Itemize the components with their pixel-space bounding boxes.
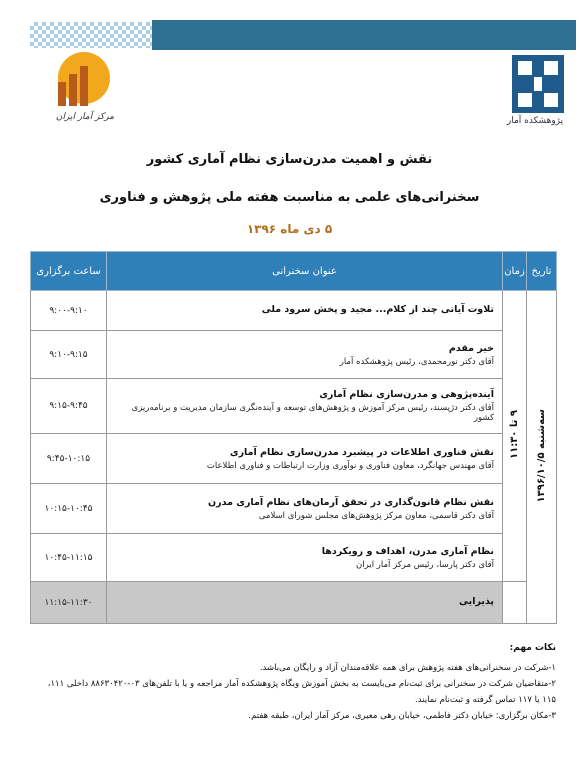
note-item: ۲-متقاضیان شرکت در سخنرانی برای ثبت‌نام می‌بایست به بخش آموزش وبگاه پژوهشکده آمار مراجعه و یا با تلفن‌های ۰۳-۸۸۶۳۰۴۲۰ داخلی ۱۱۱، ۱۱۵ یا ۱۱۷ تماس گرفته و ثبت‌نام نمایند. (47, 679, 556, 705)
talk-cell (107, 331, 503, 379)
talk-cell (107, 434, 503, 484)
talk-cell (107, 484, 503, 534)
col-header-time: زمان (503, 252, 527, 291)
schedule-table (30, 251, 557, 624)
header-band (152, 20, 576, 50)
talk-title: آینده‌پژوهی و مدرن‌سازی نظام آماری (319, 389, 494, 400)
table-header-row (31, 252, 557, 291)
notes-section (40, 640, 556, 724)
event-date: ۵ دی ماه ۱۳۹۶ (246, 222, 333, 236)
time-cell (503, 291, 527, 582)
logo-right-caption: پژوهشکده آمار (506, 116, 564, 126)
talk-cell (107, 534, 503, 582)
table-row (31, 484, 557, 534)
talk-cell (107, 582, 503, 624)
talk-title: نظام آماری مدرن، اهداف و رویکردها (321, 545, 494, 557)
hour-cell: ۹:۴۵-۱۰:۱۵ (31, 434, 107, 484)
hour-cell: ۹:۰۰-۹:۱۰ (31, 291, 107, 331)
time-value: ۹ تا ۱۱:۳۰ (509, 409, 520, 459)
time-empty-cell (503, 582, 527, 624)
talk-title: تلاوت آیاتی چند از کلام‌... مجید و پخش سرود ملی (261, 303, 494, 315)
page-title: نقش و اهمیت مدرن‌سازی نظام آماری کشور (146, 152, 433, 167)
col-header-date: تاریخ (527, 252, 557, 291)
table-row (31, 331, 557, 379)
notes-heading: نکات مهم: (509, 643, 556, 653)
table-row (31, 534, 557, 582)
col-header-topic: عنوان سخنرانی (107, 252, 503, 291)
hour-cell: ۹:۱۵-۹:۴۵ (31, 379, 107, 434)
talk-title: پذیرایی (459, 595, 494, 607)
table-row (31, 379, 557, 434)
hour-cell: ۱۰:۴۵-۱۱:۱۵ (31, 534, 107, 582)
note-item: ۱-شرکت در سخنرانی‌های هفته پژوهش برای همه علاقه‌مندان آزاد و رایگان می‌باشد. (259, 663, 556, 673)
talk-speaker: آقای دکتر قاسمی، معاون مرکز پژوهش‌های مجلس شورای اسلامی (258, 510, 494, 521)
talk-speaker: آقای دکتر نورمحمدی، رئیس پژوهشکده آمار (339, 356, 494, 367)
talk-cell (107, 291, 503, 331)
table-row (31, 291, 557, 331)
table-row (31, 434, 557, 484)
talk-cell (107, 379, 503, 434)
talk-speaker: آقای مهندس جهانگرد، معاون فناوری و نوآوری وزارت ارتباطات و فناوری اطلاعات (206, 460, 494, 471)
note-item: ۳-مکان برگزاری: خیابان دکتر فاطمی، خیابان رهی معیری، مرکز آمار ایران، طبقه هفتم. (248, 711, 556, 721)
table-row (31, 582, 557, 624)
date-cell (527, 291, 557, 624)
talk-title: نقش نظام قانون‌گذاری در تحقق آرمان‌های نظام آماری مدرن (208, 496, 494, 508)
hour-cell: ۱۱:۱۵-۱۱:۳۰ (31, 582, 107, 624)
page-subtitle: سخنرانی‌های علمی به مناسبت هفته ملی پژوهش و فناوری (99, 190, 480, 205)
talk-title: خیر مقدم (448, 342, 494, 354)
talk-title: نقش فناوری اطلاعات در پیشبرد مدرن‌سازی نظام آماری (229, 446, 494, 458)
logo-left-caption: مرکز آمار ایران (55, 112, 115, 122)
date-value: سه‌شنبه ۱۳۹۶/۱۰/۵ (536, 408, 547, 503)
talk-speaker: آقای دکتر پارسا، رئیس مرکز آمار ایران (356, 559, 494, 570)
hour-cell: ۱۰:۱۵-۱۰:۴۵ (31, 484, 107, 534)
talk-speaker: آقای دکتر دژپسند، رئیس مرکز آموزش و پژوهش‌های توسعه و آینده‌نگری سازمان مدیریت و برنامه‌ریزی کشور (131, 403, 494, 423)
header-pattern (30, 22, 152, 48)
hour-cell: ۹:۱۰-۹:۱۵ (31, 331, 107, 379)
col-header-hour: ساعت برگزاری (31, 252, 107, 291)
research-institute-logo-icon (512, 55, 564, 113)
